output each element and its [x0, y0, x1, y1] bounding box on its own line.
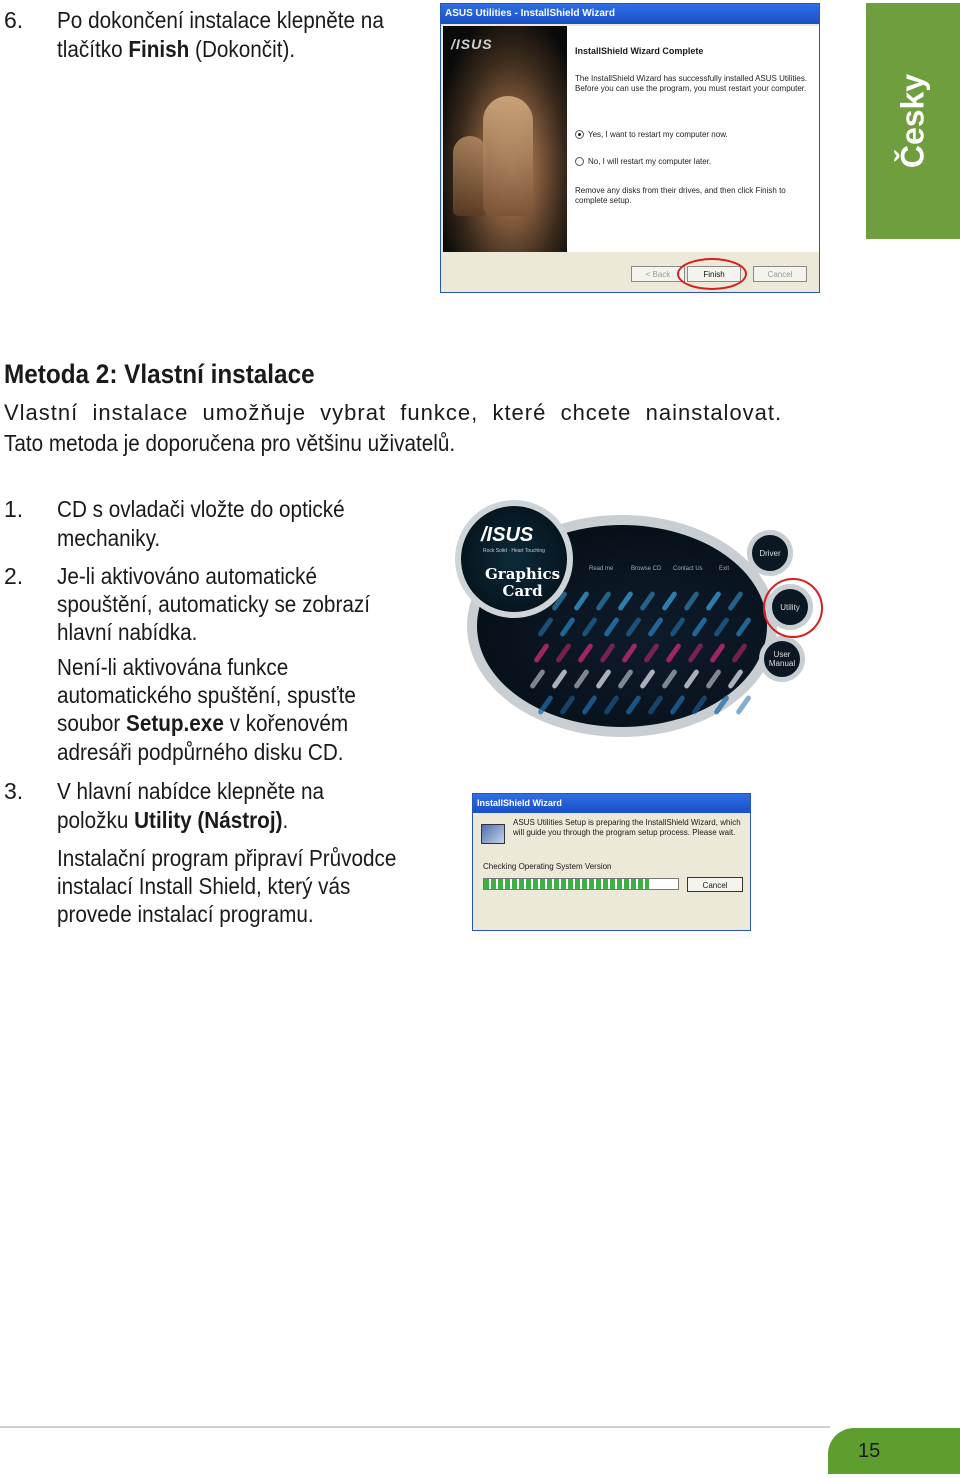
language-tab [866, 3, 960, 239]
graphics-card-title [485, 566, 560, 600]
wizard2-status: Checking Operating System Version [483, 862, 612, 871]
utility-highlight-circle [763, 578, 823, 638]
section-intro-line1: Vlastní instalace umožňuje vybrat funkce, které chcete nainstalovat. [4, 400, 783, 425]
step2-line1: Je-li aktivováno automatické [57, 563, 318, 589]
readme-link[interactable]: Read me [589, 566, 614, 572]
wizard1-title-bar: ASUS Utilities - InstallShield Wizard [441, 4, 819, 24]
restart-no-label: No, I will restart my computer later. [588, 157, 712, 166]
step2-line2: spouštění, automaticky se zobrazí [57, 591, 370, 617]
step3-line4: instalací Install Shield, který vás [57, 873, 351, 899]
step3-number: 3. [4, 778, 24, 804]
warrior-woman-figure [453, 136, 487, 216]
radio-selected-icon[interactable] [575, 130, 584, 139]
asus-logo-icon: /ISUS [451, 36, 493, 52]
wizard2-cancel-button[interactable]: Cancel [687, 877, 743, 892]
utility-bold: Utility (Nástroj) [134, 807, 283, 833]
wizard1-heading: InstallShield Wizard Complete [575, 46, 704, 56]
restart-yes-label: Yes, I want to restart my computer now. [588, 130, 728, 139]
setup-exe-bold: Setup.exe [126, 710, 224, 736]
progress-bar [483, 878, 679, 890]
step2-line6-post: v kořenovém [223, 710, 349, 736]
radio-unselected-icon[interactable] [575, 157, 584, 166]
warrior-figure [483, 96, 533, 216]
step6-line2 [57, 35, 295, 63]
installer-computer-icon [481, 824, 505, 844]
step6-line1: Po dokončení instalace klepněte na [57, 7, 384, 33]
main-menu-screenshot [455, 500, 825, 745]
browse-cd-link[interactable]: Browse CD [631, 566, 662, 572]
wizard1-finish-note: Remove any disks from their drives, and then click Finish to complete setup. [575, 186, 786, 205]
step3-line1: V hlavní nabídce klepněte na [57, 778, 325, 804]
graphics-card-title-line1: Graphics [485, 565, 561, 583]
wizard-artwork [443, 26, 567, 252]
step2-line5: automatického spuštění, spusťte [57, 682, 356, 708]
section-heading: Metoda 2: Vlastní instalace [4, 359, 315, 389]
graphics-card-title-line2: Card [502, 582, 543, 600]
step2-line3: hlavní nabídka. [57, 619, 198, 645]
step3-line2-post: . [282, 807, 289, 833]
finish-button[interactable]: Finish [687, 266, 741, 282]
user-manual-button[interactable]: User Manual [759, 636, 805, 682]
utility-button[interactable]: Utility [767, 584, 813, 630]
step6-number: 6. [4, 7, 24, 33]
restart-yes-option[interactable] [575, 130, 811, 140]
step2-number: 2. [4, 563, 24, 589]
step6-finish-bold: Finish [128, 36, 190, 62]
installshield-preparing-window [472, 793, 751, 931]
finish-highlight-circle [677, 258, 747, 290]
back-button[interactable]: < Back [631, 266, 685, 282]
wizard1-content-panel [567, 26, 819, 252]
wizard2-message: ASUS Utilities Setup is preparing the InstallShield Wizard, which will guide you through the program setup process. Please wait. [513, 818, 741, 837]
step3-line5: provede instalací programu. [57, 901, 314, 927]
asus-tagline: Rock Solid · Heart Touching [483, 548, 545, 554]
step3-line2-pre: položku [57, 807, 135, 833]
step3-line2 [57, 806, 288, 834]
footer-rule [0, 1426, 830, 1428]
step6-line2-post: (Dokončit). [189, 36, 296, 62]
contact-us-link[interactable]: Contact Us [673, 566, 703, 572]
step1-number: 1. [4, 496, 24, 522]
wizard2-title-bar: InstallShield Wizard [473, 794, 750, 813]
driver-button[interactable]: Driver [747, 530, 793, 576]
step1-line1: CD s ovladači vložte do optické [57, 496, 345, 522]
step2-line6-pre: soubor [57, 710, 127, 736]
step1-line2: mechaniky. [57, 525, 161, 551]
page-number-tab [828, 1428, 960, 1474]
section-intro-line2: Tato metoda je doporučena pro většinu uživatelů. [4, 430, 456, 456]
restart-no-option[interactable] [575, 157, 811, 167]
install-complete-window [440, 3, 820, 293]
progress-fill [484, 879, 649, 889]
graphics-card-badge [455, 500, 573, 618]
cancel-button[interactable]: Cancel [753, 266, 807, 282]
step2-line4: Není-li aktivována funkce [57, 654, 289, 680]
asus-logo-icon: /ISUS [481, 524, 534, 546]
language-tab-label: Česky [894, 73, 931, 169]
page-number: 15 [858, 1440, 881, 1462]
exit-link[interactable]: Exit [719, 566, 730, 572]
step6-line2-pre: tlačítko [57, 36, 129, 62]
step2-line7: adresáři podpůrného disku CD. [57, 739, 344, 765]
wizard1-paragraph: The InstallShield Wizard has successfully installed ASUS Utilities. Before you can use the program, you must restart your computer. [575, 74, 808, 93]
step3-line3: Instalační program připraví Průvodce [57, 845, 397, 871]
step2-line6 [57, 709, 348, 737]
